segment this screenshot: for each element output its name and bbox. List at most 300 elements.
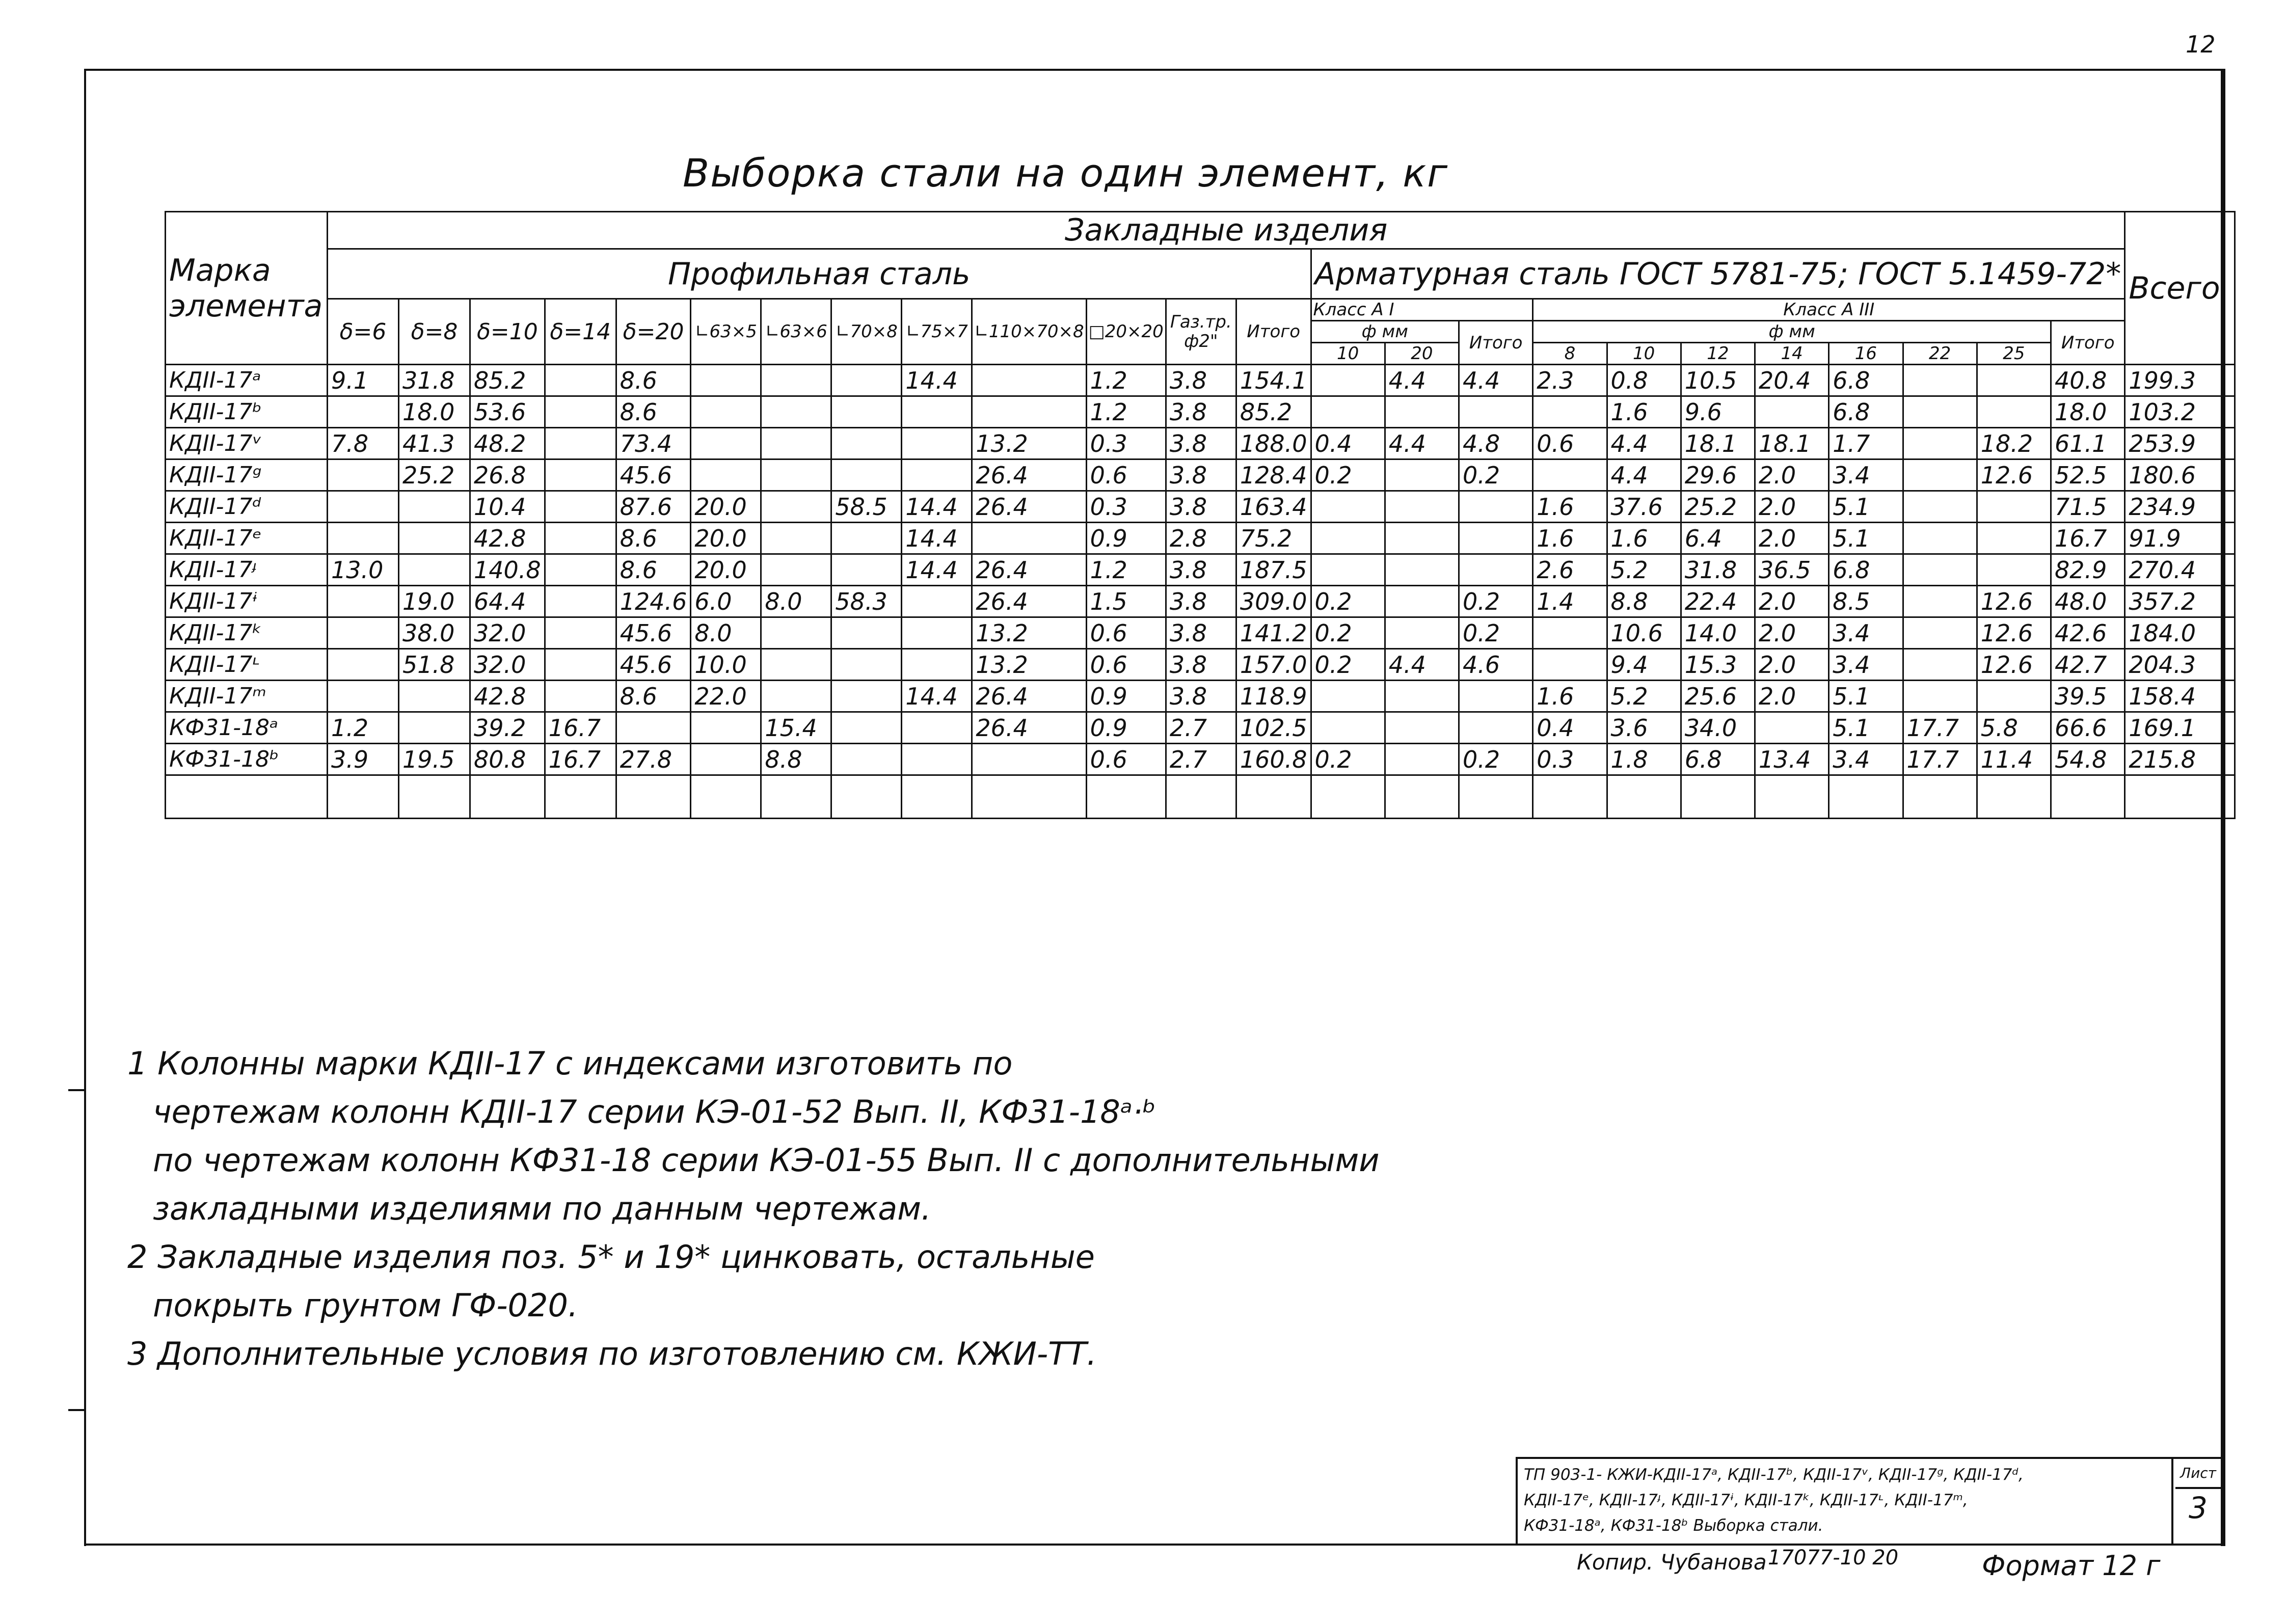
- table-cell: [972, 396, 1086, 428]
- table-cell: [831, 554, 902, 586]
- table-cell: 1.6: [1533, 523, 1607, 554]
- header-a3-22: 22: [1903, 343, 1977, 365]
- table-cell: 11.4: [1977, 744, 2051, 775]
- table-cell: 15.3: [1681, 649, 1755, 681]
- table-cell: 0.2: [1459, 586, 1533, 617]
- table-cell: [1459, 554, 1533, 586]
- table-cell: 0.6: [1086, 649, 1166, 681]
- table-row: [166, 586, 2235, 617]
- table-cell: [328, 491, 399, 523]
- table-cell: [972, 523, 1086, 554]
- table-cell: [761, 365, 831, 396]
- table-cell: 2.7: [1166, 744, 1236, 775]
- table-cell: [545, 775, 616, 819]
- table-cell: 3.8: [1166, 491, 1236, 523]
- table-cell: 71.5: [2051, 491, 2125, 523]
- table-cell: [831, 744, 902, 775]
- table-cell: 42.6: [2051, 617, 2125, 649]
- header-class-a1: Класс А I: [1311, 299, 1533, 321]
- table-cell: 25.6: [1681, 681, 1755, 712]
- table-cell: 0.2: [1311, 744, 1385, 775]
- table-cell: 12.6: [1977, 459, 2051, 491]
- header-col-d10: δ=10: [470, 299, 545, 365]
- note-line: покрыть грунтом ГФ-020.: [153, 1287, 578, 1324]
- table-cell: 2.7: [1166, 712, 1236, 744]
- table-row: [166, 396, 2235, 428]
- table-cell: 0.3: [1086, 428, 1166, 459]
- table-cell: [902, 617, 972, 649]
- table-cell: [902, 649, 972, 681]
- table-cell: 199.3: [2125, 365, 2235, 396]
- header-col-d8: δ=8: [399, 299, 470, 365]
- table-cell: [545, 428, 616, 459]
- table-cell: 8.6: [616, 523, 691, 554]
- table-cell: [1385, 523, 1459, 554]
- table-cell: [1903, 365, 1977, 396]
- table-cell: 2.0: [1755, 649, 1829, 681]
- table-cell: 158.4: [2125, 681, 2235, 712]
- table-cell: [399, 523, 470, 554]
- table-cell: 8.5: [1829, 586, 1903, 617]
- table-cell: [1903, 649, 1977, 681]
- table-cell: 19.0: [399, 586, 470, 617]
- table-cell: 0.4: [1533, 712, 1607, 744]
- table-cell: 58.3: [831, 586, 902, 617]
- table-cell: 3.8: [1166, 396, 1236, 428]
- table-row: [166, 617, 2235, 649]
- table-cell: [1903, 681, 1977, 712]
- table-body: [166, 365, 2235, 819]
- table-cell: 5.1: [1829, 523, 1903, 554]
- table-cell: 36.5: [1755, 554, 1829, 586]
- table-cell: [399, 775, 470, 819]
- table-cell: [1385, 491, 1459, 523]
- table-cell: [902, 712, 972, 744]
- binder-mark: [68, 1409, 86, 1411]
- note-line: 2 Закладные изделия поз. 5* и 19* цинковать, остальные: [127, 1238, 1095, 1276]
- table-cell: 4.4: [1607, 428, 1681, 459]
- header-a3-12: 12: [1681, 343, 1755, 365]
- table-cell: [545, 523, 616, 554]
- table-cell: 1.2: [1086, 396, 1166, 428]
- header-col-angle-75x7: ∟75×7: [902, 299, 972, 365]
- table-cell: [1977, 523, 2051, 554]
- table-cell: 16.7: [545, 712, 616, 744]
- header-profile-steel: Профильная сталь: [328, 249, 1311, 299]
- table-cell: [1385, 744, 1459, 775]
- table-cell: 234.9: [2125, 491, 2235, 523]
- table-cell: 17.7: [1903, 712, 1977, 744]
- table-cell: 8.0: [761, 586, 831, 617]
- table-cell: [328, 649, 399, 681]
- table-cell: 16.7: [2051, 523, 2125, 554]
- table-cell: 6.0: [691, 586, 761, 617]
- table-cell: 0.6: [1086, 459, 1166, 491]
- table-cell: 25.2: [399, 459, 470, 491]
- table-cell: 2.0: [1755, 681, 1829, 712]
- table-cell: 42.8: [470, 681, 545, 712]
- table-cell: [166, 775, 328, 819]
- table-cell: [1311, 554, 1385, 586]
- table-row: [166, 744, 2235, 775]
- table-cell: 48.0: [2051, 586, 2125, 617]
- header-col-profile-total: Итого: [1236, 299, 1311, 365]
- table-cell: 48.2: [470, 428, 545, 459]
- table-cell: 5.1: [1829, 681, 1903, 712]
- table-cell: 140.8: [470, 554, 545, 586]
- header-total-all: Всего: [2125, 212, 2235, 365]
- table-cell: [399, 681, 470, 712]
- table-cell: [1459, 775, 1533, 819]
- table-cell: [1977, 681, 2051, 712]
- table-cell: 180.6: [2125, 459, 2235, 491]
- table-cell: 87.6: [616, 491, 691, 523]
- table-cell: 357.2: [2125, 586, 2235, 617]
- table-cell: 2.0: [1755, 491, 1829, 523]
- table-cell: [1311, 523, 1385, 554]
- table-cell: 32.0: [470, 617, 545, 649]
- table-cell: 18.2: [1977, 428, 2051, 459]
- header-col-d14: δ=14: [545, 299, 616, 365]
- document-title: Выборка стали на один элемент, кг: [683, 150, 1449, 196]
- table-cell: [545, 554, 616, 586]
- table-cell: [1311, 491, 1385, 523]
- table-cell: 10.4: [470, 491, 545, 523]
- table-row: [166, 523, 2235, 554]
- table-cell: 103.2: [2125, 396, 2235, 428]
- table-cell: 2.0: [1755, 523, 1829, 554]
- table-cell: [1385, 554, 1459, 586]
- table-cell: 26.4: [972, 459, 1086, 491]
- table-row: [166, 554, 2235, 586]
- table-cell: 26.8: [470, 459, 545, 491]
- table-cell: [691, 712, 761, 744]
- header-a3-total: Итого: [2051, 321, 2125, 365]
- table-cell: [831, 681, 902, 712]
- table-cell: 66.6: [2051, 712, 2125, 744]
- table-cell: 40.8: [2051, 365, 2125, 396]
- table-cell: 32.0: [470, 649, 545, 681]
- table-cell: 8.6: [616, 396, 691, 428]
- table-cell: 3.9: [328, 744, 399, 775]
- title-block-line: КДII-17ᵉ, КДII-17ᶡ, КДII-17ᶤ, КДII-17ᵏ, КДII-17ᶫ, КДII-17ᵐ,: [1524, 1491, 1968, 1509]
- table-cell: 128.4: [1236, 459, 1311, 491]
- table-cell: 8.8: [761, 744, 831, 775]
- note-line: чертежам колонн КДII-17 серии КЭ-01-52 Вып. II, КФ31-18ᵃ·ᵇ: [153, 1093, 1156, 1130]
- table-cell: 5.1: [1829, 491, 1903, 523]
- table-cell: 13.2: [972, 617, 1086, 649]
- sheet-number: 3: [2189, 1491, 2208, 1525]
- table-cell: [328, 523, 399, 554]
- header-a1-10: 10: [1311, 343, 1385, 365]
- header-embedded: Закладные изделия: [328, 212, 2125, 249]
- table-cell: 3.8: [1166, 617, 1236, 649]
- table-cell: [1533, 396, 1607, 428]
- table-cell: [1459, 396, 1533, 428]
- table-cell: [831, 428, 902, 459]
- table-cell: 12.6: [1977, 617, 2051, 649]
- table-cell: 16.7: [545, 744, 616, 775]
- table-cell: 6.8: [1681, 744, 1755, 775]
- table-cell: [1977, 365, 2051, 396]
- header-col-angle-70x8: ∟70×8: [831, 299, 902, 365]
- table-cell: [691, 396, 761, 428]
- table-cell: [545, 365, 616, 396]
- table-cell: 3.8: [1166, 459, 1236, 491]
- table-cell: 80.8: [470, 744, 545, 775]
- title-block-line: ТП 903-1- КЖИ-КДII-17ᵃ, КДII-17ᵇ, КДII-17ᵛ, КДII-17ᵍ, КДII-17ᵈ,: [1524, 1466, 2024, 1484]
- table-cell: [328, 459, 399, 491]
- table-cell: [1533, 459, 1607, 491]
- sheet-label: Лист: [2175, 1459, 2221, 1489]
- table-cell: [761, 459, 831, 491]
- table-cell: [1977, 491, 2051, 523]
- table-cell: [1311, 365, 1385, 396]
- table-cell: 2.6: [1533, 554, 1607, 586]
- table-cell: 5.2: [1607, 681, 1681, 712]
- table-cell: 14.4: [902, 681, 972, 712]
- table-cell: 20.0: [691, 554, 761, 586]
- table-cell: 0.2: [1311, 586, 1385, 617]
- table-cell: 14.4: [902, 523, 972, 554]
- table-cell: 18.1: [1755, 428, 1829, 459]
- table-cell: [691, 775, 761, 819]
- table-row: [166, 712, 2235, 744]
- table-cell: 10.6: [1607, 617, 1681, 649]
- table-cell: 3.8: [1166, 586, 1236, 617]
- table-cell: 169.1: [2125, 712, 2235, 744]
- table-cell: 41.3: [399, 428, 470, 459]
- sheet-box: [2171, 1459, 2223, 1546]
- table-cell: 0.2: [1459, 459, 1533, 491]
- table-cell: 15.4: [761, 712, 831, 744]
- table-cell: 26.4: [972, 712, 1086, 744]
- table-cell: [1755, 396, 1829, 428]
- table-cell: [328, 396, 399, 428]
- table-cell: 0.2: [1459, 617, 1533, 649]
- table-cell: 204.3: [2125, 649, 2235, 681]
- table-cell: 19.5: [399, 744, 470, 775]
- table-cell: 52.5: [2051, 459, 2125, 491]
- table-cell: [831, 396, 902, 428]
- table-cell: 270.4: [2125, 554, 2235, 586]
- table-cell: 0.4: [1311, 428, 1385, 459]
- table-cell: 73.4: [616, 428, 691, 459]
- table-cell: [1385, 775, 1459, 819]
- table-cell: [1977, 775, 2051, 819]
- table-cell: [328, 681, 399, 712]
- table-cell: [1385, 396, 1459, 428]
- table-cell: 12.6: [1977, 586, 2051, 617]
- table-cell: [691, 365, 761, 396]
- sheet-format: Формат 12 г: [1982, 1550, 2161, 1582]
- table-cell: [545, 617, 616, 649]
- copier-signature: Копир. Чубанова: [1577, 1550, 1767, 1575]
- table-cell: [1533, 649, 1607, 681]
- table-row: [166, 459, 2235, 491]
- table-cell: 2.8: [1166, 523, 1236, 554]
- table-cell: 4.4: [1385, 365, 1459, 396]
- table-cell: 20.0: [691, 523, 761, 554]
- table-cell: [545, 396, 616, 428]
- table-cell: [831, 523, 902, 554]
- table-cell: 4.4: [1385, 649, 1459, 681]
- title-block-text: [1524, 1462, 2161, 1538]
- table-cell: 45.6: [616, 649, 691, 681]
- table-cell: 85.2: [1236, 396, 1311, 428]
- table-cell: [1086, 775, 1166, 819]
- header-a1-phi: ф мм: [1311, 321, 1459, 343]
- table-cell: [399, 712, 470, 744]
- element-mark: КДII-17ᵈ: [166, 491, 328, 523]
- header-col-angle-110x70x8: ∟110×70×8: [972, 299, 1086, 365]
- table-cell: 61.1: [2051, 428, 2125, 459]
- table-cell: 0.6: [1086, 617, 1166, 649]
- element-mark: КДII-17ᵇ: [166, 396, 328, 428]
- table-cell: [1755, 775, 1829, 819]
- element-mark: КДII-17ᵏ: [166, 617, 328, 649]
- table-cell: 13.2: [972, 649, 1086, 681]
- table-row: [166, 649, 2235, 681]
- table-cell: 188.0: [1236, 428, 1311, 459]
- table-cell: 3.8: [1166, 649, 1236, 681]
- header-col-d6: δ=6: [328, 299, 399, 365]
- element-mark: КДII-17ᶫ: [166, 649, 328, 681]
- table-cell: [902, 396, 972, 428]
- table-cell: 124.6: [616, 586, 691, 617]
- table-cell: 2.0: [1755, 586, 1829, 617]
- header-class-a3: Класс А III: [1533, 299, 2125, 321]
- table-cell: [831, 712, 902, 744]
- table-cell: 14.4: [902, 365, 972, 396]
- header-col-gas-pipe: Газ.тр. ф2": [1166, 299, 1236, 365]
- table-cell: 215.8: [2125, 744, 2235, 775]
- element-mark: КДII-17ᶡ: [166, 554, 328, 586]
- table-row: [166, 428, 2235, 459]
- table-cell: 9.6: [1681, 396, 1755, 428]
- table-cell: 309.0: [1236, 586, 1311, 617]
- table-cell: [691, 744, 761, 775]
- table-cell: 6.8: [1829, 396, 1903, 428]
- table-cell: [902, 744, 972, 775]
- table-cell: 3.6: [1607, 712, 1681, 744]
- table-cell: 26.4: [972, 586, 1086, 617]
- table-cell: 1.6: [1533, 491, 1607, 523]
- table-cell: 34.0: [1681, 712, 1755, 744]
- table-cell: [1755, 712, 1829, 744]
- table-cell: 5.1: [1829, 712, 1903, 744]
- table-cell: 0.8: [1607, 365, 1681, 396]
- table-cell: 163.4: [1236, 491, 1311, 523]
- table-cell: [1311, 775, 1385, 819]
- table-cell: [1903, 775, 1977, 819]
- table-cell: 0.2: [1311, 617, 1385, 649]
- table-cell: 14.0: [1681, 617, 1755, 649]
- table-cell: 14.4: [902, 491, 972, 523]
- table-cell: 1.4: [1533, 586, 1607, 617]
- table-cell: 118.9: [1236, 681, 1311, 712]
- table-cell: 102.5: [1236, 712, 1311, 744]
- table-cell: [831, 459, 902, 491]
- table-cell: 3.4: [1829, 649, 1903, 681]
- table-cell: [545, 649, 616, 681]
- table-cell: 20.0: [691, 491, 761, 523]
- note-line: 3 Дополнительные условия по изготовлению см. КЖИ-ТТ.: [127, 1335, 1097, 1372]
- table-cell: 8.0: [691, 617, 761, 649]
- table-cell: 20.4: [1755, 365, 1829, 396]
- table-cell: 45.6: [616, 459, 691, 491]
- table-cell: 13.0: [328, 554, 399, 586]
- table-cell: [1385, 459, 1459, 491]
- title-block-line: КФ31-18ᵃ, КФ31-18ᵇ Выборка стали.: [1524, 1517, 1823, 1535]
- table-cell: 0.9: [1086, 523, 1166, 554]
- table-cell: 18.1: [1681, 428, 1755, 459]
- table-cell: [545, 491, 616, 523]
- table-cell: 4.4: [1385, 428, 1459, 459]
- table-cell: 3.4: [1829, 459, 1903, 491]
- table-cell: [328, 617, 399, 649]
- table-cell: [902, 459, 972, 491]
- table-cell: 1.2: [1086, 365, 1166, 396]
- element-mark: КДII-17ᵃ: [166, 365, 328, 396]
- table-cell: 0.6: [1533, 428, 1607, 459]
- table-cell: 1.8: [1607, 744, 1681, 775]
- element-mark: КДII-17ᵍ: [166, 459, 328, 491]
- table-cell: [1903, 459, 1977, 491]
- table-cell: [2051, 775, 2125, 819]
- steel-table: [165, 211, 2236, 819]
- binder-mark: [68, 1089, 86, 1091]
- table-cell: 7.8: [328, 428, 399, 459]
- table-cell: [1903, 523, 1977, 554]
- table-cell: [972, 744, 1086, 775]
- table-cell: [616, 775, 691, 819]
- table-cell: [1385, 586, 1459, 617]
- table-cell: 253.9: [2125, 428, 2235, 459]
- table-cell: 2.3: [1533, 365, 1607, 396]
- table-cell: 187.5: [1236, 554, 1311, 586]
- table-cell: 10.0: [691, 649, 761, 681]
- table-cell: [1903, 554, 1977, 586]
- table-cell: [902, 586, 972, 617]
- table-cell: [1311, 712, 1385, 744]
- table-cell: 0.3: [1533, 744, 1607, 775]
- element-mark: КДII-17ᵛ: [166, 428, 328, 459]
- table-cell: 13.2: [972, 428, 1086, 459]
- table-cell: 25.2: [1681, 491, 1755, 523]
- table-cell: 3.4: [1829, 617, 1903, 649]
- table-cell: 3.4: [1829, 744, 1903, 775]
- table-cell: [761, 396, 831, 428]
- table-cell: 22.4: [1681, 586, 1755, 617]
- table-cell: [545, 459, 616, 491]
- table-cell: [1903, 491, 1977, 523]
- table-cell: [831, 617, 902, 649]
- table-cell: 0.6: [1086, 744, 1166, 775]
- table-cell: [761, 775, 831, 819]
- notes: [127, 1039, 1380, 1378]
- table-cell: [691, 459, 761, 491]
- table-cell: 14.4: [902, 554, 972, 586]
- table-cell: [831, 365, 902, 396]
- table-cell: 64.4: [470, 586, 545, 617]
- table-cell: 3.8: [1166, 365, 1236, 396]
- table-cell: [902, 775, 972, 819]
- header-col-angle-63x5: ∟63×5: [691, 299, 761, 365]
- table-cell: 1.2: [1086, 554, 1166, 586]
- table-cell: [1459, 523, 1533, 554]
- table-cell: 27.8: [616, 744, 691, 775]
